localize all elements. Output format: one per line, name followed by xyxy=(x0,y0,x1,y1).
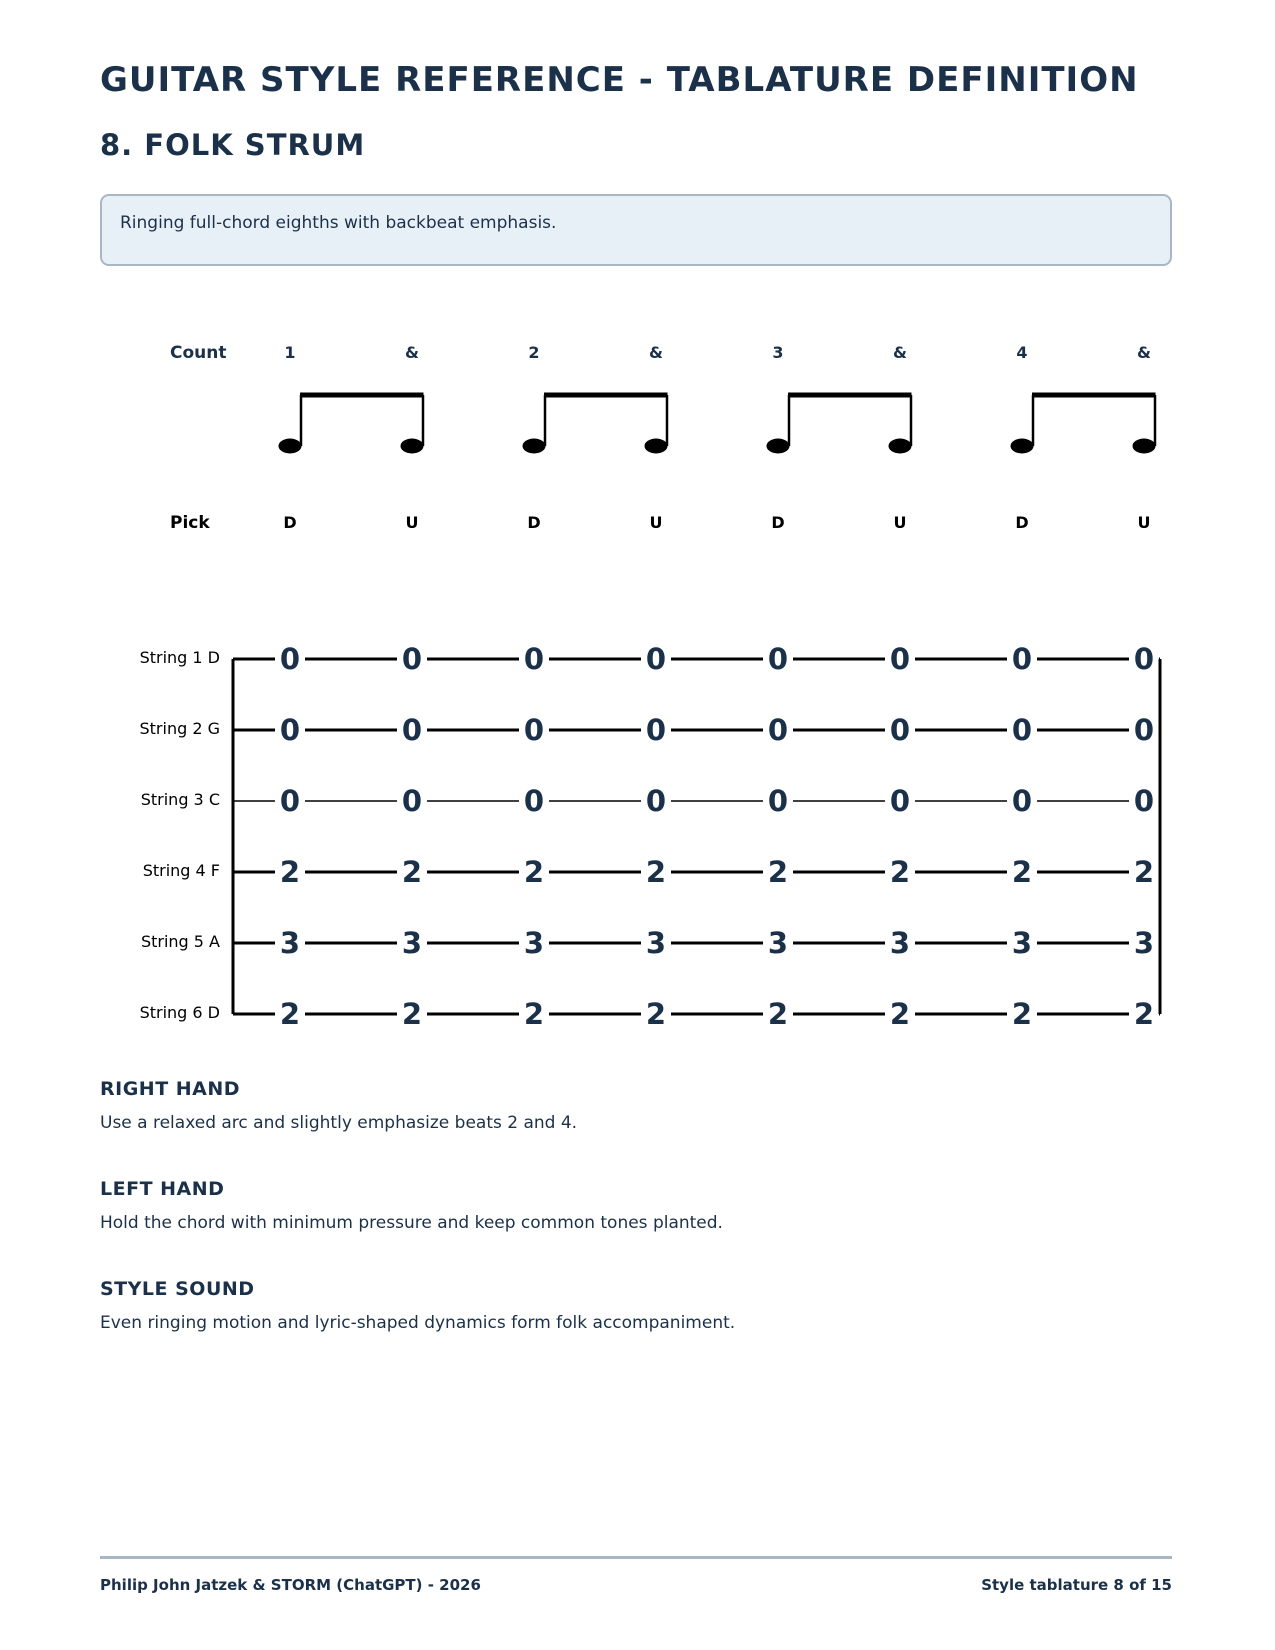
fret-number: 0 xyxy=(401,784,423,818)
count-label: 2 xyxy=(528,343,540,362)
count-label: & xyxy=(649,343,663,362)
footer-divider xyxy=(100,1556,1172,1559)
fret-number: 0 xyxy=(1011,713,1033,747)
fret-number: 0 xyxy=(523,784,545,818)
fret-number: 2 xyxy=(767,997,789,1031)
fret-number: 2 xyxy=(523,855,545,889)
note-head xyxy=(523,439,546,454)
left-hand-heading: LEFT HAND xyxy=(100,1178,225,1200)
fret-number: 0 xyxy=(523,713,545,747)
note-head xyxy=(889,439,912,454)
right-hand-heading: RIGHT HAND xyxy=(100,1078,241,1100)
style-heading: 8. FOLK STRUM xyxy=(100,128,366,162)
count-label: 3 xyxy=(772,343,784,362)
fret-number: 3 xyxy=(889,926,911,960)
string-label: String 2 G xyxy=(139,719,220,738)
fret-number: 2 xyxy=(1133,855,1155,889)
fret-number: 2 xyxy=(279,997,301,1031)
fret-number: 2 xyxy=(1133,997,1155,1031)
fret-number: 0 xyxy=(645,642,667,676)
count-label: & xyxy=(1137,343,1151,362)
fret-number: 2 xyxy=(767,855,789,889)
fret-number: 2 xyxy=(1011,855,1033,889)
fret-number: 0 xyxy=(279,713,301,747)
pick-direction-label: D xyxy=(1015,513,1029,532)
fret-number: 2 xyxy=(645,855,667,889)
string-label: String 1 D xyxy=(139,648,220,667)
left-hand-text: Hold the chord with minimum pressure and keep common tones planted. xyxy=(100,1213,723,1233)
note-head xyxy=(1011,439,1034,454)
note-head xyxy=(401,439,424,454)
fret-number: 0 xyxy=(401,642,423,676)
pick-direction-label: D xyxy=(283,513,297,532)
fret-number: 0 xyxy=(889,642,911,676)
footer-page-number: Style tablature 8 of 15 xyxy=(981,1576,1172,1594)
fret-number: 0 xyxy=(1133,784,1155,818)
fret-number: 0 xyxy=(767,784,789,818)
fret-number: 2 xyxy=(645,997,667,1031)
pick-direction-label: U xyxy=(893,513,907,532)
fret-number: 0 xyxy=(279,784,301,818)
style-sound-heading: STYLE SOUND xyxy=(100,1278,255,1300)
fret-number: 2 xyxy=(889,997,911,1031)
note-head xyxy=(767,439,790,454)
pick-direction-label: D xyxy=(527,513,541,532)
description-text: Ringing full-chord eighths with backbeat emphasis. xyxy=(120,213,557,233)
fret-number: 3 xyxy=(401,926,423,960)
fret-number: 0 xyxy=(645,713,667,747)
count-label: 4 xyxy=(1016,343,1028,362)
string-label: String 5 A xyxy=(140,932,220,951)
footer-credit: Philip John Jatzek & STORM (ChatGPT) - 2026 xyxy=(100,1576,481,1594)
pick-row-label: Pick xyxy=(170,513,210,533)
fret-number: 2 xyxy=(523,997,545,1031)
fret-number: 0 xyxy=(523,642,545,676)
pick-direction-label: U xyxy=(405,513,419,532)
string-label: String 4 F xyxy=(142,861,220,880)
fret-number: 2 xyxy=(889,855,911,889)
fret-number: 0 xyxy=(889,713,911,747)
fret-number: 0 xyxy=(767,642,789,676)
fret-number: 0 xyxy=(279,642,301,676)
pick-direction-label: U xyxy=(1137,513,1151,532)
fret-number: 2 xyxy=(401,855,423,889)
style-sound-text: Even ringing motion and lyric-shaped dynamics form folk accompaniment. xyxy=(100,1313,736,1333)
fret-number: 0 xyxy=(645,784,667,818)
tab-staff xyxy=(233,642,1160,1031)
note-head xyxy=(645,439,668,454)
fret-number: 0 xyxy=(889,784,911,818)
fret-number: 2 xyxy=(401,997,423,1031)
count-label: 1 xyxy=(284,343,296,362)
fret-number: 0 xyxy=(1011,784,1033,818)
note-head xyxy=(1133,439,1156,454)
fret-number: 0 xyxy=(1133,713,1155,747)
fret-number: 3 xyxy=(523,926,545,960)
pick-direction-label: D xyxy=(771,513,785,532)
fret-number: 3 xyxy=(767,926,789,960)
pick-direction-label: U xyxy=(649,513,663,532)
count-label: & xyxy=(405,343,419,362)
string-label: String 6 D xyxy=(139,1003,220,1022)
string-label: String 3 C xyxy=(140,790,220,809)
fret-number: 3 xyxy=(279,926,301,960)
fret-number: 3 xyxy=(1011,926,1033,960)
fret-number: 0 xyxy=(401,713,423,747)
rhythm-notation xyxy=(279,395,1156,454)
right-hand-text: Use a relaxed arc and slightly emphasize beats 2 and 4. xyxy=(100,1113,578,1133)
fret-number: 3 xyxy=(1133,926,1155,960)
fret-number: 0 xyxy=(1133,642,1155,676)
fret-number: 0 xyxy=(1011,642,1033,676)
fret-number: 0 xyxy=(767,713,789,747)
fret-number: 2 xyxy=(279,855,301,889)
page-title: GUITAR STYLE REFERENCE - TABLATURE DEFINITION xyxy=(100,60,1139,100)
fret-number: 2 xyxy=(1011,997,1033,1031)
count-row-label: Count xyxy=(170,343,227,363)
note-head xyxy=(279,439,302,454)
count-label: & xyxy=(893,343,907,362)
fret-number: 3 xyxy=(645,926,667,960)
